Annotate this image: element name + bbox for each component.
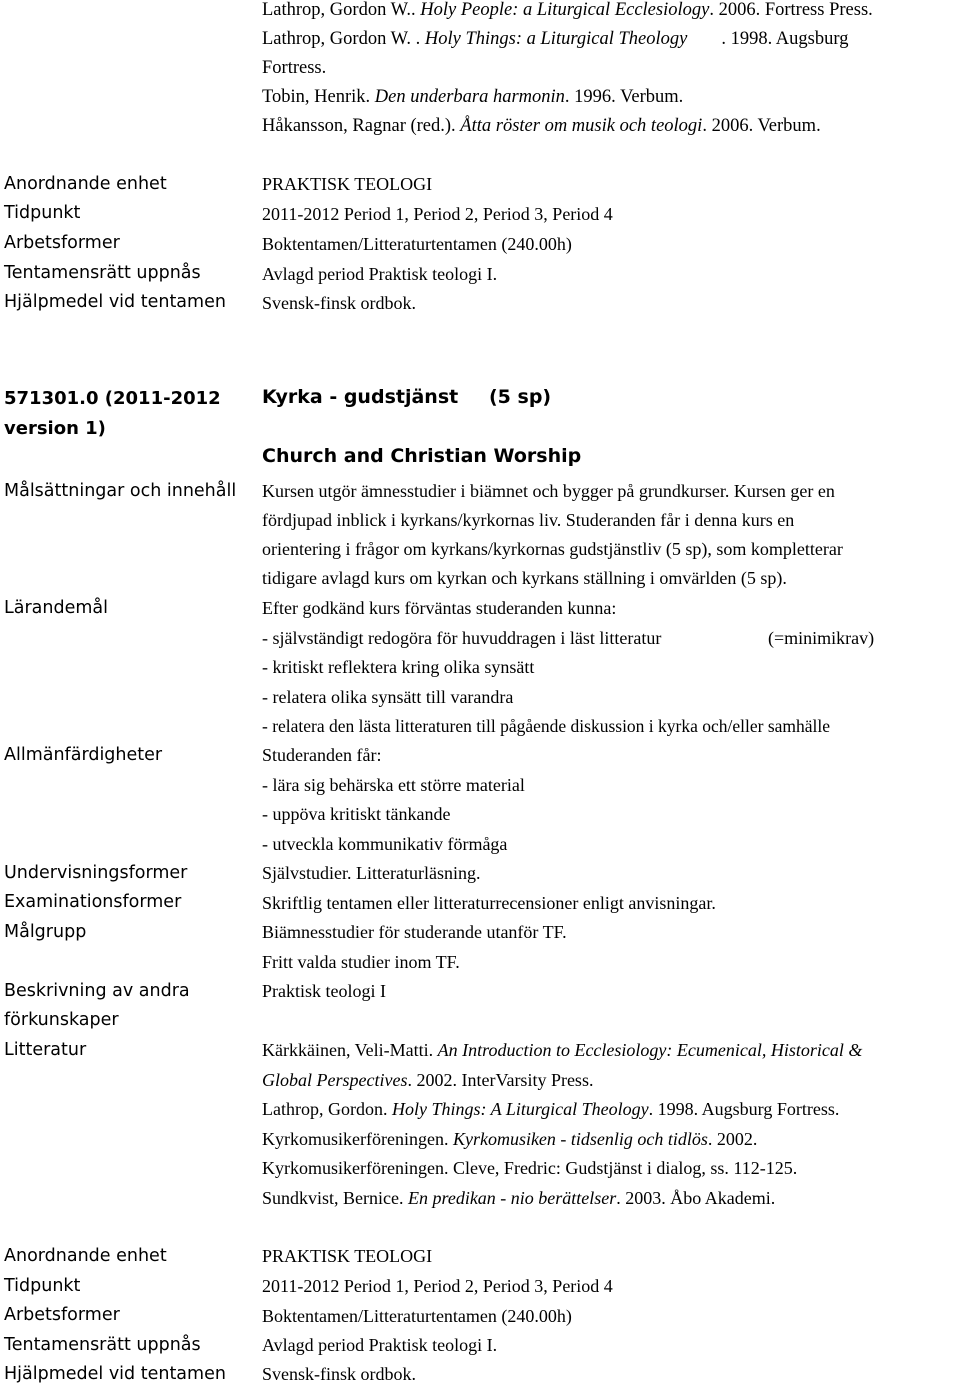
larandemal-line-3: - kritiskt reflektera kring olika synsätt bbox=[262, 657, 535, 677]
lit-ref-3: Kyrkomusikerföreningen. Kyrkomusiken - tidsenlig och tidlös. 2002. bbox=[262, 1129, 758, 1149]
anordnande-label-2: Anordnande enhet bbox=[4, 1246, 167, 1266]
course-credits: (5 sp) bbox=[489, 386, 552, 408]
anordnande-value-2: PRAKTISK TEOLOGI bbox=[262, 1246, 433, 1266]
examination-label: Examinationsformer bbox=[4, 892, 182, 912]
arbetsformer-label-2: Arbetsformer bbox=[4, 1305, 120, 1325]
malsattningar-line-3: orientering i frågor om kyrkans/kyrkornas gudstjänstliv (5 sp), som kompletterar bbox=[262, 539, 843, 559]
lit-ref-4: Kyrkomusikerföreningen. Cleve, Fredric: Gudstjänst i dialog, ss. 112-125. bbox=[262, 1158, 798, 1178]
lit-ref-2: Lathrop, Gordon. Holy Things: A Liturgical Theology. 1998. Augsburg Fortress. bbox=[262, 1099, 840, 1119]
allman-label: Allmänfärdigheter bbox=[4, 745, 163, 765]
course-code: 571301.0 (2011-2012 bbox=[4, 388, 221, 409]
allman-line-3: - uppöva kritiskt tänkande bbox=[262, 804, 451, 824]
allman-line-4: - utveckla kommunikativ förmåga bbox=[262, 834, 508, 854]
tentamensratt-value-2: Avlagd period Praktisk teologi I. bbox=[262, 1335, 498, 1355]
larandemal-line-1: Efter godkänd kurs förväntas studeranden kunna: bbox=[262, 598, 617, 618]
course-title: Kyrka - gudstjänst bbox=[262, 386, 459, 408]
tidpunkt-label: Tidpunkt bbox=[4, 203, 81, 223]
tentamensratt-label: Tentamensrätt uppnås bbox=[4, 263, 201, 283]
allman-line-2: - lära sig behärska ett större material bbox=[262, 775, 525, 795]
minimikrav-note: (=minimikrav) bbox=[768, 628, 875, 648]
malsattningar-line-1: Kursen utgör ämnesstudier i biämnet och bygger på grundkurser. Kursen ger en bbox=[262, 481, 835, 501]
anordnande-value: PRAKTISK TEOLOGI bbox=[262, 174, 433, 194]
malgrupp-line-2: Fritt valda studier inom TF. bbox=[262, 952, 460, 972]
arbetsformer-value-2: Boktentamen/Litteraturtentamen (240.00h) bbox=[262, 1306, 572, 1326]
arbetsformer-label: Arbetsformer bbox=[4, 233, 120, 253]
larandemal-line-5: - relatera den lästa litteraturen till pågående diskussion i kyrka och/eller samhälle bbox=[262, 716, 831, 736]
litteratur-label: Litteratur bbox=[4, 1040, 87, 1060]
top-ref-1: Lathrop, Gordon W.. Holy People: a Liturgical Ecclesiology. 2006. Fortress Press. bbox=[262, 0, 873, 20]
tentamensratt-value: Avlagd period Praktisk teologi I. bbox=[262, 264, 498, 284]
anordnande-label: Anordnande enhet bbox=[4, 174, 167, 194]
tentamensratt-label-2: Tentamensrätt uppnås bbox=[4, 1335, 201, 1355]
larandemal-line-4: - relatera olika synsätt till varandra bbox=[262, 687, 514, 707]
beskrivning-value: Praktisk teologi I bbox=[262, 981, 386, 1001]
course-version: version 1) bbox=[4, 418, 106, 439]
top-ref-3: Tobin, Henrik. Den underbara harmonin. 1996. Verbum. bbox=[262, 87, 684, 107]
hjalpmedel-label: Hjälpmedel vid tentamen bbox=[4, 292, 226, 312]
allman-line-1: Studeranden får: bbox=[262, 745, 382, 765]
top-ref-2: Lathrop, Gordon W. . Holy Things: a Liturgical Theology . 1998. Augsburg bbox=[262, 29, 849, 49]
arbetsformer-value: Boktentamen/Litteraturtentamen (240.00h) bbox=[262, 234, 572, 254]
top-ref-2-cont: Fortress. bbox=[262, 58, 327, 78]
lit-ref-1-cont: Global Perspectives. 2002. InterVarsity Press. bbox=[262, 1070, 594, 1090]
lit-ref-5: Sundkvist, Bernice. En predikan - nio berättelser. 2003. Åbo Akademi. bbox=[262, 1188, 776, 1208]
top-ref-4: Håkansson, Ragnar (red.). Åtta röster om musik och teologi. 2006. Verbum. bbox=[262, 116, 821, 136]
malsattningar-line-2: fördjupad inblick i kyrkans/kyrkornas liv. Studeranden får i denna kurs en bbox=[262, 510, 795, 530]
hjalpmedel-label-2: Hjälpmedel vid tentamen bbox=[4, 1364, 226, 1384]
tidpunkt-label-2: Tidpunkt bbox=[4, 1276, 81, 1296]
course-english-title: Church and Christian Worship bbox=[262, 445, 582, 467]
lit-ref-1: Kärkkäinen, Veli-Matti. An Introduction to Ecclesiology: Ecumenical, Historical & bbox=[262, 1040, 863, 1060]
examination-value: Skriftlig tentamen eller litteraturrecensioner enligt anvisningar. bbox=[262, 893, 716, 913]
tidpunkt-value-2: 2011-2012 Period 1, Period 2, Period 3, Period 4 bbox=[262, 1276, 613, 1296]
malsattningar-label: Målsättningar och innehåll bbox=[4, 481, 237, 501]
larandemal-line-2: - självständigt redogöra för huvuddragen i läst litteratur bbox=[262, 628, 662, 648]
hjalpmedel-value-2: Svensk-finsk ordbok. bbox=[262, 1364, 416, 1384]
malsattningar-line-4: tidigare avlagd kurs om kyrkan och kyrkans ställning i omvärlden (5 sp). bbox=[262, 568, 787, 588]
larandemal-label: Lärandemål bbox=[4, 598, 108, 618]
undervisning-value: Självstudier. Litteraturläsning. bbox=[262, 863, 481, 883]
undervisning-label: Undervisningsformer bbox=[4, 863, 188, 883]
tidpunkt-value: 2011-2012 Period 1, Period 2, Period 3, Period 4 bbox=[262, 204, 613, 224]
forkunskaper-label: förkunskaper bbox=[4, 1010, 119, 1030]
malgrupp-line-1: Biämnesstudier för studerande utanför TF. bbox=[262, 922, 567, 942]
beskrivning-label: Beskrivning av andra bbox=[4, 981, 190, 1001]
hjalpmedel-value: Svensk-finsk ordbok. bbox=[262, 293, 416, 313]
malgrupp-label: Målgrupp bbox=[4, 922, 87, 942]
